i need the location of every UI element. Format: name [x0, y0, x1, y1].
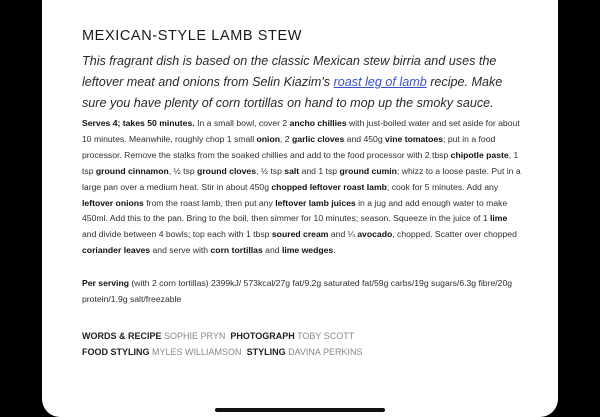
nutrition-label: Per serving: [82, 278, 129, 288]
method-ingredient: ground cumin: [339, 165, 397, 176]
home-indicator-bar[interactable]: [215, 408, 385, 412]
method-text: and serve with: [150, 245, 211, 256]
intro-text-before: This fragrant dish is based on the classic Mexican stew birria and uses the leftover meat and onions from Selin Kiazim's: [82, 54, 497, 89]
credit-value: SOPHIE PRYN: [164, 331, 226, 341]
method-ingredient: leftover lamb juices: [275, 197, 356, 208]
method-text: and 450g: [344, 133, 386, 144]
nutrition-info: [82, 276, 522, 308]
roast-leg-of-lamb-link[interactable]: roast leg of lamb: [333, 75, 427, 89]
credit-value: DAVINA PERKINS: [288, 347, 363, 357]
method-text: , 1 tsp: [82, 149, 519, 176]
method-ingredient: coriander leaves: [82, 245, 151, 256]
method-text: ; put in a food processor. Remove the stalks from the soaked chillies and add to the food processor with 2 tbsp: [82, 133, 496, 160]
method-ingredient: ancho chillies: [289, 118, 347, 128]
method-text: and divide between 4 bowls; top each with 1 tbsp: [82, 229, 272, 240]
method-text: in a jug and add enough water to make 450ml. Add this to the pan. Bring to the boil, then simmer for 10 minutes; season. Squeeze in the juice of 1: [82, 197, 508, 224]
method-ingredient: garlic cloves: [292, 133, 345, 144]
recipe-page: [42, 0, 558, 417]
credit-label: FOOD STYLING: [82, 347, 150, 357]
method-text: , ½ tsp: [168, 165, 198, 176]
method-text: and ¼: [328, 229, 358, 240]
recipe-method: [82, 116, 522, 259]
method-ingredient: chopped leftover roast lamb: [271, 181, 387, 192]
credit-label: WORDS & RECIPE: [82, 331, 162, 341]
credits-line-1: [82, 328, 522, 344]
nutrition-text: (with 2 corn tortillas) 2399kJ/ 573kcal/27g fat/9.2g saturated fat/59g carbs/19g sugars/6.3g fibre/20g protein/1.9g salt/freezable: [82, 278, 513, 304]
method-ingredient: chipotle paste: [450, 149, 509, 160]
recipe-title: MEXICAN-STYLE LAMB STEW: [82, 28, 303, 44]
intro-text-after: recipe. Make sure you have plenty of corn tortillas on hand to mop up the smoky sauce.: [82, 75, 503, 110]
method-text: In a small bowl, cover 2: [194, 118, 290, 128]
method-ingredient: ground cloves: [197, 165, 256, 176]
method-ingredient: soured cream: [271, 229, 329, 240]
credits-line-2: [82, 344, 522, 360]
method-ingredient: lime: [490, 213, 508, 224]
method-ingredient: onion: [256, 133, 280, 144]
method-text: ; cook for 5 minutes. Add any: [386, 181, 499, 192]
method-text: , ½ tsp: [256, 165, 285, 176]
credit-label: PHOTOGRAPH: [230, 331, 295, 341]
credit-label: STYLING: [246, 347, 286, 357]
method-ingredient: vine tomatoes: [385, 133, 444, 144]
method-ingredient: ground cinnamon: [95, 165, 169, 176]
recipe-intro: [82, 51, 522, 114]
method-text: from the roast lamb, then put any: [143, 197, 276, 208]
method-text: , chopped. Scatter over chopped: [392, 229, 517, 240]
method-text: and 1 tsp: [299, 165, 340, 176]
method-text: and: [262, 245, 282, 256]
method-text: , 2: [280, 133, 292, 144]
method-ingredient: corn tortillas: [210, 245, 263, 256]
method-ingredient: leftover onions: [82, 197, 144, 208]
method-text: ; whizz to a loose paste. Put in a large pan over a medium heat. Stir in about 450g: [82, 165, 521, 192]
credit-value: TOBY SCOTT: [297, 331, 355, 341]
method-text: .: [333, 245, 336, 256]
method-ingredient: lime wedges: [281, 245, 334, 256]
method-ingredient: avocado: [357, 229, 393, 240]
credits: [82, 328, 522, 360]
method-ingredient: salt: [284, 165, 300, 176]
credit-value: MYLES WILLIAMSON: [152, 347, 242, 357]
method-ingredient: Serves 4; takes 50 minutes.: [82, 118, 195, 128]
method-text: with just-boiled water and set aside for about 10 minutes. Meanwhile, roughly chop 1 small: [82, 118, 520, 144]
